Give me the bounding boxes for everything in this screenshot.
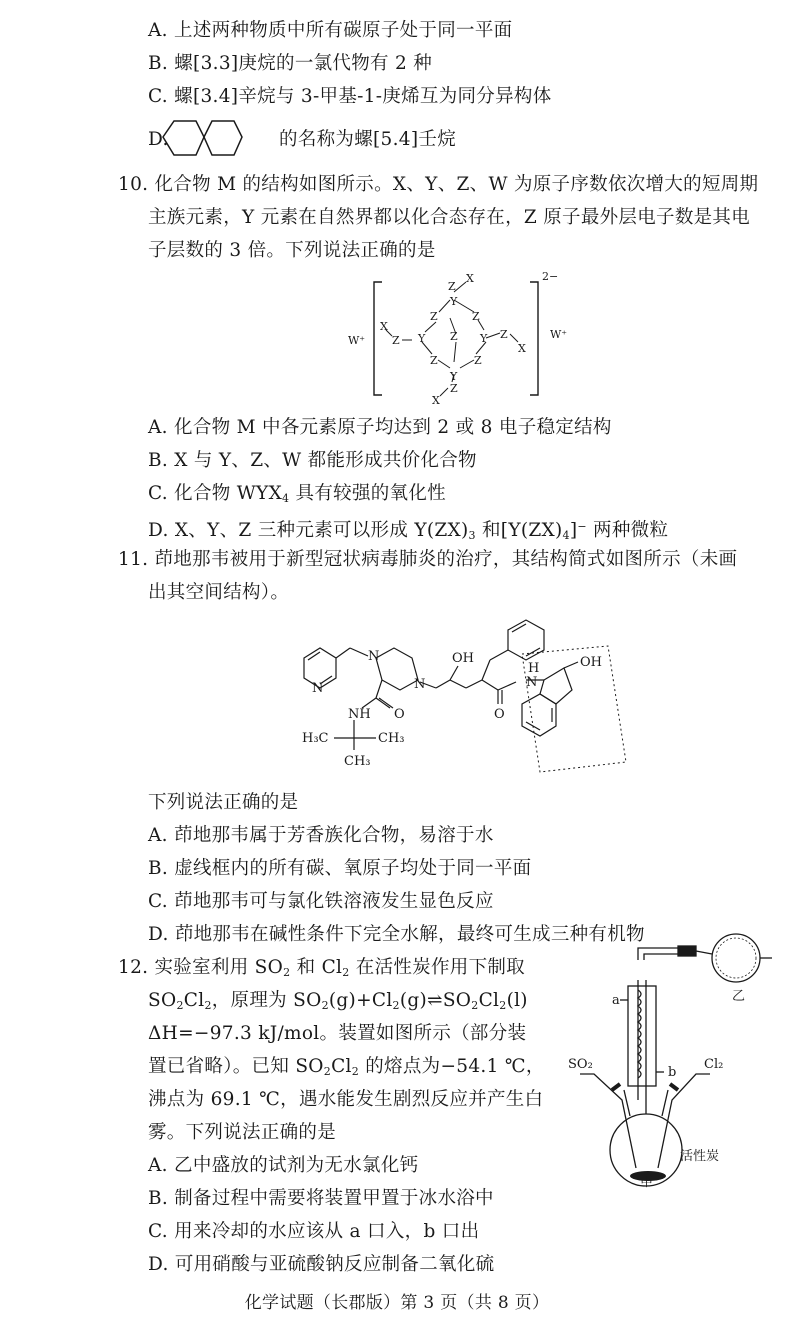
atom-y: Y — [450, 295, 458, 308]
q10-d-text-1: D. X、Y、Z 三种元素可以形成 Y(ZX) — [148, 520, 469, 541]
amide-nh: NH — [348, 707, 371, 722]
piperazine-n2: N — [414, 677, 426, 692]
page-footer: 化学试题（长郡版）第 3 页（共 8 页） — [244, 1293, 550, 1313]
label-a: a — [612, 993, 620, 1008]
q12-l2-d: (g)+Cl — [328, 990, 393, 1011]
q12-option-d: D. 可用硝酸与亚硫酸钠反应制备二氧化硫 — [148, 1254, 495, 1275]
q10-d-sub-2: 4 — [562, 529, 570, 542]
q12-l2-b: Cl — [183, 990, 205, 1011]
atom-y: Y — [450, 370, 458, 383]
q12-l4-c: 的熔点为−54.1 ℃， — [359, 1056, 545, 1077]
q12-l4-a: 置已省略）。已知 SO — [148, 1056, 324, 1077]
q11-option-c: C. 茚地那韦可与氯化铁溶液发生显色反应 — [148, 891, 494, 912]
q12-l2-sub3: 2 — [321, 999, 329, 1012]
tbu-right: CH₃ — [378, 731, 405, 746]
atom-x: X — [380, 320, 388, 333]
q12-l2-sub5: 2 — [471, 999, 479, 1012]
label-b: b — [668, 1065, 677, 1080]
q12-l2-e: (g)⇌SO — [399, 990, 472, 1011]
q12-l1-a: 12. 实验室利用 SO — [118, 957, 284, 978]
q9-option-d-suffix: 的名称为螺[5.4]壬烷 — [279, 129, 456, 150]
q11-stem-2: 出其空间结构）。 — [148, 582, 290, 603]
q12-l1-sub2: 2 — [342, 966, 350, 979]
tbu-bottom: CH₃ — [344, 754, 371, 769]
atom-x: X — [518, 342, 526, 355]
indinavir-structure — [290, 610, 630, 790]
atom-z: Z — [392, 334, 400, 347]
q11-option-a: A. 茚地那韦属于芳香族化合物，易溶于水 — [148, 825, 494, 846]
label-cl2: Cl₂ — [704, 1057, 724, 1072]
q10-stem-1: 10. 化合物 M 的结构如图所示。X、Y、Z、W 为原子序数依次增大的短周期 — [118, 174, 759, 195]
q11-option-b: B. 虚线框内的所有碳、氧原子均处于同一平面 — [148, 858, 532, 879]
atom-z: Z — [472, 310, 480, 323]
q10-d-sup: − — [577, 520, 587, 533]
q10-stem-3: 子层数的 3 倍。下列说法正确的是 — [148, 240, 436, 261]
label-so2: SO₂ — [568, 1057, 593, 1072]
q11-stem-1: 11. 茚地那韦被用于新型冠状病毒肺炎的治疗，其结构简式如图所示（未画 — [118, 549, 738, 570]
q10-c-text-end: 具有较强的氧化性 — [289, 483, 446, 504]
q12-l1-sub1: 2 — [283, 966, 291, 979]
atom-x: X — [432, 394, 440, 407]
compound-m-structure — [340, 260, 600, 410]
tbu-left: H₃C — [302, 731, 329, 746]
q12-line-2 — [148, 988, 528, 1019]
atom-z: Z — [474, 354, 482, 367]
q10-c-text: C. 化合物 WYX — [148, 483, 283, 504]
q12-line-6: 雾。下列说法正确的是 — [148, 1122, 337, 1143]
atom-z: Z — [500, 328, 508, 341]
cation-left: W⁺ — [348, 334, 366, 347]
atom-z: Z — [450, 382, 458, 395]
atom-z: Z — [430, 354, 438, 367]
q12-line-5: 沸点为 69.1 ℃，遇水能发生剧烈反应并产生白 — [148, 1089, 544, 1110]
q12-l4-sub2: 2 — [351, 1065, 360, 1078]
q12-line-3: ΔH=−97.3 kJ/mol。装置如图所示（部分装 — [148, 1023, 527, 1044]
atom-y: Y — [480, 332, 488, 345]
pyridine-n: N — [312, 681, 324, 696]
q12-l2-sub4: 2 — [392, 999, 400, 1012]
q9-option-d-prefix: D. — [148, 129, 169, 150]
q12-l2-sub1: 2 — [176, 999, 184, 1012]
atom-z: Z — [430, 310, 438, 323]
label-jia: 甲 — [640, 1175, 654, 1190]
amide-n: N — [526, 675, 538, 690]
q12-l2-sub2: 2 — [204, 999, 212, 1012]
q10-option-c — [148, 481, 446, 512]
carbonyl-o2: O — [394, 707, 405, 722]
apparatus-diagram — [560, 940, 780, 1190]
hydroxyl-1: OH — [452, 651, 474, 666]
q12-l1-b: 和 Cl — [290, 957, 343, 978]
q12-l2-a: SO — [148, 990, 177, 1011]
q9-option-b: B. 螺[3.3]庚烷的一氯代物有 2 种 — [148, 53, 433, 74]
spiro-nonane-structure — [160, 115, 260, 165]
q12-option-b: B. 制备过程中需要将装置甲置于冰水浴中 — [148, 1188, 494, 1209]
atom-x: X — [466, 272, 474, 285]
q12-l2-c: ，原理为 SO — [211, 990, 322, 1011]
q12-l4-sub1: 2 — [323, 1065, 332, 1078]
q12-l4-b: Cl — [331, 1056, 352, 1077]
q12-line-1 — [118, 955, 525, 986]
q10-option-b: B. X 与 Y、Z、W 都能形成共价化合物 — [148, 450, 477, 471]
atom-z: Z — [450, 330, 458, 343]
q11-option-d: D. 茚地那韦在碱性条件下完全水解，最终可生成三种有机物 — [148, 924, 645, 945]
q12-l2-g: (l) — [506, 990, 528, 1011]
q10-c-sub: 4 — [282, 492, 290, 505]
q12-option-c: C. 用来冷却的水应该从 a 口入，b 口出 — [148, 1221, 480, 1242]
q12-l2-f: Cl — [478, 990, 500, 1011]
label-activated-carbon: 活性炭 — [680, 1149, 720, 1164]
q10-d-sub-1: 3 — [468, 529, 476, 542]
q12-l2-sub6: 2 — [499, 999, 507, 1012]
q9-option-a: A. 上述两种物质中所有碳原子处于同一平面 — [148, 20, 513, 41]
q12-l1-c: 在活性炭作用下制取 — [349, 957, 525, 978]
atom-z: Z — [448, 280, 456, 293]
q10-d-text-4: 两种微粒 — [586, 520, 669, 541]
q10-option-d — [148, 514, 668, 549]
piperazine-n1: N — [368, 649, 380, 664]
q9-option-c: C. 螺[3.4]辛烷与 3-甲基-1-庚烯互为同分异构体 — [148, 86, 552, 107]
q10-d-text-3: ] — [569, 520, 578, 541]
q11-stem-3: 下列说法正确的是 — [148, 792, 299, 813]
cation-right: W⁺ — [550, 328, 568, 341]
q12-line-4 — [148, 1054, 545, 1085]
amide-h: H — [528, 661, 540, 676]
carbonyl-o1: O — [494, 707, 505, 722]
q10-d-text-2: 和[Y(ZX) — [475, 520, 563, 541]
charge-label: 2− — [542, 270, 559, 283]
atom-y: Y — [418, 332, 426, 345]
label-yi: 乙 — [732, 989, 746, 1004]
q10-stem-2: 主族元素，Y 元素在自然界都以化合态存在，Z 原子最外层电子数是其电 — [148, 207, 751, 228]
q10-option-a: A. 化合物 M 中各元素原子均达到 2 或 8 电子稳定结构 — [148, 417, 612, 438]
q12-option-a: A. 乙中盛放的试剂为无水氯化钙 — [148, 1155, 419, 1176]
hydroxyl-2: OH — [580, 655, 602, 670]
